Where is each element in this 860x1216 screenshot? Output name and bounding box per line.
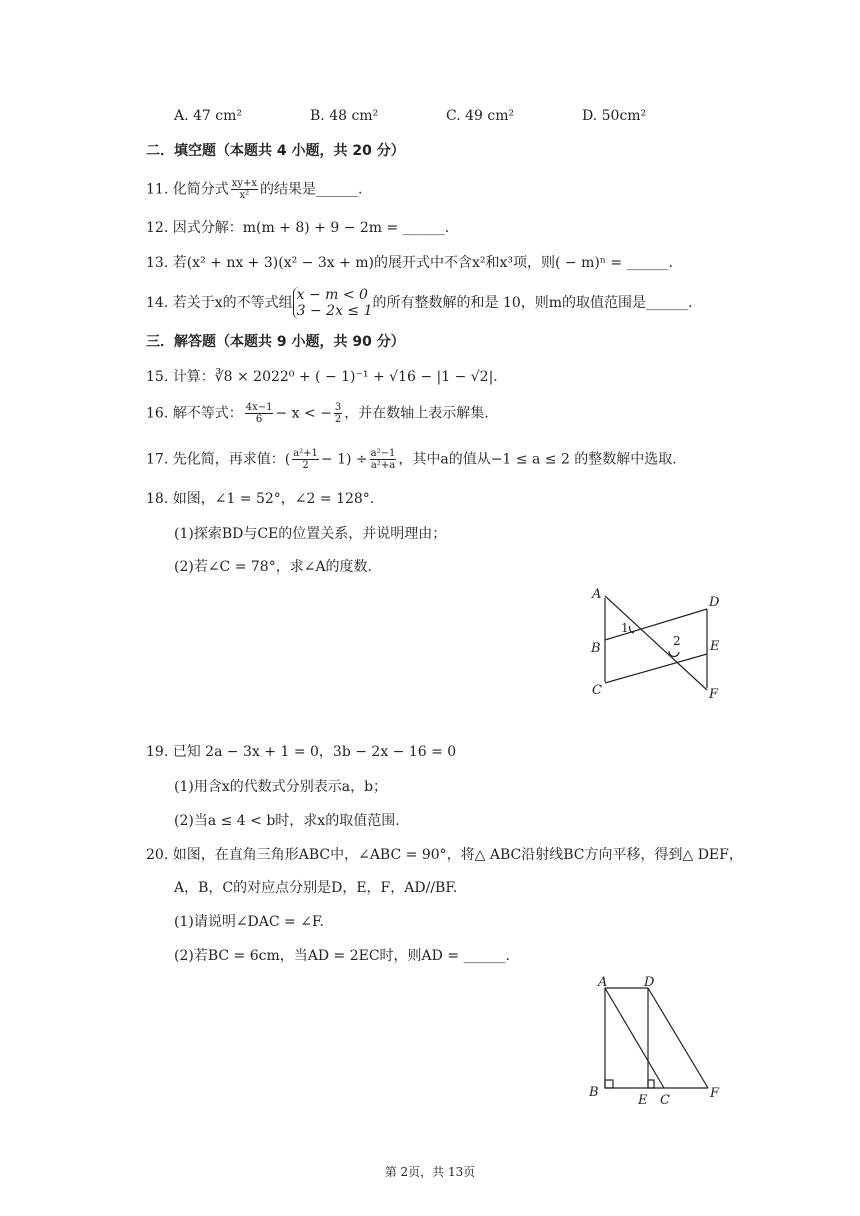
question-text: 因式分解：m(m + 8) + 9 − 2m = ______. — [172, 220, 450, 236]
question-number: 17. — [146, 451, 169, 468]
question-number: 14. — [146, 295, 169, 311]
question-number: 18. — [146, 491, 169, 507]
question-18-part-1: (1)探索BD与CE的位置关系，并说明理由； — [174, 526, 447, 542]
fraction: $\frac{\text{a²+1}}{2}$ — [293, 448, 318, 471]
label-f: F — [709, 687, 719, 702]
segment-af — [605, 596, 707, 690]
fraction: $\frac{4x-1}{6}$ — [245, 402, 273, 425]
question-text: 若关于x的不等式组 — [172, 295, 293, 311]
question-number: 11. — [146, 181, 169, 198]
right-angle-b — [605, 1080, 613, 1088]
question-11 — [146, 178, 362, 201]
question-text: 的所有整数解的和是 10，则m的取值范围是______. — [372, 295, 693, 311]
figure-parallel-lines — [580, 580, 740, 710]
fraction: $\frac{xy+x}{\text{x²}}$ — [231, 178, 258, 201]
option-b: B. 48 cm² — [310, 108, 379, 124]
question-text: 的结果是______. — [260, 181, 363, 198]
segment-df — [648, 988, 708, 1088]
question-17: 17. 先化简，再求值：( $\frac{\text{a²+1}}{2}$ − 1) ÷ $\frac{\text{a²−1}}{\text{a²+a}}$ ，其中a的值从−1 ≤ a ≤ 2 的整数解中选取. — [146, 448, 677, 471]
question-text: 解不等式： — [172, 405, 243, 422]
section-heading-solve: 三．解答题（本题共 9 小题，共 90 分） — [146, 334, 405, 350]
option-d: D. 50cm² — [582, 108, 647, 124]
question-text: 若(x² + nx + 3)(x² − 3x + m)的展开式中不含x²和x³项，则( − m)ⁿ = ______. — [172, 255, 673, 271]
label-d: D — [709, 595, 720, 610]
question-text: 计算：∛8 × 2022⁰ + ( − 1)⁻¹ + √16 − |1 − √2|. — [172, 369, 498, 385]
question-19 — [146, 742, 456, 762]
label-e: E — [638, 1093, 648, 1108]
section-heading-fill-blank: 二．填空题（本题共 4 小题，共 20 分） — [146, 143, 405, 159]
fraction: $\frac{\text{a²−1}}{\text{a²+a}}$ — [370, 448, 396, 471]
question-text: 如图，在直角三角形ABC中，∠ABC = 90°，将△ ABC沿射线BC方向平移，得到△ DEF， — [172, 847, 743, 863]
label-c: C — [592, 683, 602, 698]
label-b: B — [591, 641, 601, 656]
question-18-part-2: (2)若∠C = 78°，求∠A的度数. — [174, 559, 373, 575]
question-13 — [146, 253, 673, 273]
label-angle-1: 1 — [621, 621, 629, 635]
question-text: 化简分式 — [172, 181, 229, 198]
option-c: C. 49 cm² — [446, 108, 515, 124]
option-a: A. 47 cm² — [174, 108, 243, 124]
label-f: F — [710, 1086, 720, 1101]
figure-translated-triangle — [580, 970, 730, 1110]
label-a: A — [598, 975, 608, 990]
label-e: E — [710, 639, 720, 654]
label-a: A — [592, 587, 602, 602]
right-angle-e — [648, 1080, 654, 1088]
question-19-part-1: (1)用含x的代数式分别表示a，b； — [174, 779, 388, 795]
question-19-part-2: (2)当a ≤ 4 < b时，求x的取值范围. — [174, 813, 400, 829]
question-20 — [146, 845, 743, 865]
question-18 — [146, 489, 374, 509]
question-20-part-2: (2)若BC = 6cm，当AD = 2EC时，则AD = ______. — [174, 948, 510, 964]
question-14 — [146, 286, 693, 320]
label-c: C — [660, 1093, 670, 1108]
inequality-system: x − m < 0 3 − 2x ≤ 1 — [293, 287, 373, 319]
question-number: 15. — [146, 369, 169, 385]
angle-2-arc — [669, 651, 679, 657]
question-text: 如图，∠1 = 52°，∠2 = 128°. — [172, 491, 375, 507]
question-number: 16. — [146, 405, 169, 422]
question-number: 20. — [146, 847, 169, 863]
fraction: $\frac{3}{2}$ — [334, 402, 342, 425]
question-text: 先化简，再求值：( — [172, 451, 291, 468]
question-20-line-2: A，B，C的对应点分别是D，E，F，AD//BF. — [174, 880, 458, 896]
question-number: 19. — [146, 744, 169, 760]
question-text: 已知 2a − 3x + 1 = 0，3b − 2x − 16 = 0 — [172, 744, 457, 760]
question-20-part-1: (1)请说明∠DAC = ∠F. — [174, 914, 324, 930]
segment-ce — [605, 654, 707, 683]
label-angle-2: 2 — [673, 634, 681, 648]
segment-ac — [605, 988, 664, 1088]
question-number: 12. — [146, 220, 169, 236]
question-15 — [146, 367, 498, 387]
page-footer: 第 2页，共 13页 — [384, 1165, 476, 1179]
question-12 — [146, 218, 449, 238]
label-b: B — [589, 1085, 599, 1100]
question-16: 16. 解不等式： $\frac{4x-1}{6}$ − x < − $\frac{3}{2}$ ，并在数轴上表示解集. — [146, 402, 489, 425]
question-number: 13. — [146, 255, 169, 271]
label-d: D — [644, 975, 655, 990]
